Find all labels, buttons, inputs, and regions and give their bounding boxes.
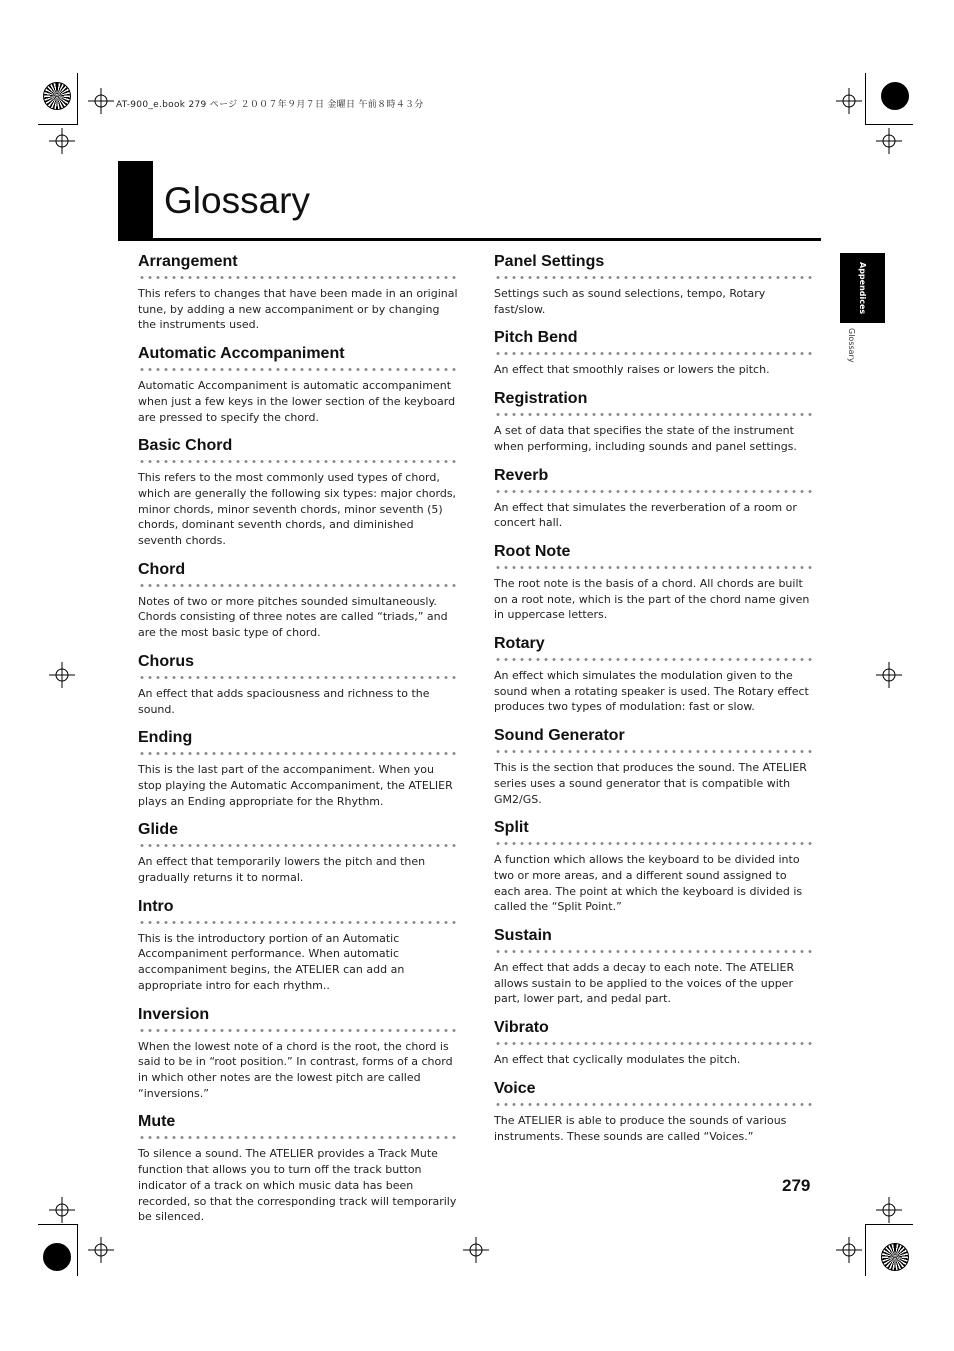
dotted-divider [494, 489, 814, 494]
glossary-term: Reverb [494, 466, 549, 484]
glossary-term: Ending [138, 729, 193, 747]
crosshair-mark [88, 88, 114, 114]
crosshair-mark [88, 1237, 114, 1263]
dotted-divider [494, 841, 814, 846]
page-title: Glossary [164, 180, 310, 221]
glossary-definition: This is the section that produces the sound. The ATELIER series uses a sound generator that is compatible with GM2/GS. [494, 761, 807, 806]
print-registration-rosette-top-right [881, 82, 909, 110]
crop-mark [38, 124, 78, 125]
glossary-term: Split [494, 819, 529, 837]
glossary-entry [138, 897, 458, 994]
glossary-term: Chord [138, 560, 186, 578]
crop-mark [865, 1224, 913, 1225]
print-info-header: AT-900_e.book 279 ページ ２００７年９月７日 金曜日 午前８時４３分 [116, 100, 424, 110]
crop-mark [865, 1224, 866, 1276]
glossary-definition: To silence a sound. The ATELIER provides a Track Mute function that allows you to turn off the track button indicator of a track on which music data has been recorded, so that the corresponding track will temporarily be silenced. [138, 1147, 457, 1224]
glossary-entry [138, 560, 458, 641]
dotted-divider [138, 459, 458, 464]
dotted-divider [138, 1028, 458, 1033]
section-tab-label: Appendices [858, 261, 867, 315]
glossary-entry [494, 634, 814, 715]
glossary-definition: An effect which simulates the modulation given to the sound when a rotating speaker is used. The Rotary effect produces two types of modulation: fast or slow. [494, 669, 809, 714]
glossary-definition: An effect that cyclically modulates the pitch. [494, 1053, 741, 1067]
glossary-entry [494, 389, 814, 454]
glossary-column-left [138, 252, 458, 1236]
glossary-entry [138, 252, 458, 333]
glossary-definition: An effect that adds a decay to each note. The ATELIER allows sustain to be applied to the voices of the upper part, lower part, and pedal part. [494, 961, 795, 1006]
dotted-divider [494, 949, 814, 954]
glossary-term: Intro [138, 897, 174, 915]
section-tab [840, 253, 885, 323]
crosshair-mark [49, 662, 75, 688]
glossary-entry [138, 1112, 458, 1225]
dotted-divider [494, 275, 814, 280]
dotted-divider [138, 675, 458, 680]
glossary-definition: An effect that temporarily lowers the pitch and then gradually returns it to normal. [138, 855, 426, 885]
glossary-entry [494, 252, 814, 317]
glossary-entry [494, 926, 814, 1007]
dotted-divider [494, 412, 814, 417]
crop-mark [77, 1224, 78, 1276]
glossary-term: Registration [494, 390, 588, 408]
dotted-divider [494, 1102, 814, 1107]
glossary-entry [138, 436, 458, 549]
glossary-definition: A set of data that specifies the state of the instrument when performing, including sounds and panel settings. [494, 424, 797, 453]
glossary-term: Root Note [494, 542, 571, 560]
dotted-divider [138, 367, 458, 372]
crosshair-mark [49, 128, 75, 154]
page-number: 279 [782, 1176, 811, 1195]
glossary-definition: This refers to changes that have been made in an original tune, by adding a new accompaniment or by changing the instruments used. [138, 287, 458, 332]
crop-mark [865, 124, 913, 125]
section-side-label: Glossary [847, 328, 856, 363]
dotted-divider [138, 751, 458, 756]
title-block [118, 161, 153, 239]
glossary-term: Chorus [138, 652, 194, 670]
glossary-entry [494, 328, 814, 378]
crosshair-mark [836, 1237, 862, 1263]
print-registration-rosette-bottom-left [43, 1243, 71, 1271]
glossary-definition: Automatic Accompaniment is automatic accompaniment when just a few keys in the lower section of the keyboard are pressed to specify the chord. [138, 379, 456, 424]
print-registration-rosette-bottom-right [881, 1243, 909, 1271]
glossary-term: Sound Generator [494, 727, 625, 745]
crosshair-mark [876, 1197, 902, 1223]
glossary-term: Pitch Bend [494, 329, 578, 347]
glossary-entry [138, 820, 458, 885]
crosshair-mark [836, 88, 862, 114]
title-rule [118, 238, 821, 241]
glossary-term: Glide [138, 821, 179, 839]
crosshair-mark [463, 1237, 489, 1263]
dotted-divider [138, 275, 458, 280]
glossary-entry [138, 1005, 458, 1102]
glossary-term: Arrangement [138, 253, 238, 270]
glossary-term: Inversion [138, 1005, 210, 1023]
glossary-column-right [494, 252, 814, 1155]
dotted-divider [138, 843, 458, 848]
crop-mark [77, 73, 78, 125]
glossary-term: Mute [138, 1113, 176, 1131]
dotted-divider [138, 920, 458, 925]
glossary-entry [494, 466, 814, 531]
glossary-term: Voice [494, 1079, 536, 1097]
glossary-definition: An effect that smoothly raises or lowers the pitch. [494, 363, 770, 377]
glossary-entry [494, 1018, 814, 1068]
glossary-term: Vibrato [494, 1019, 549, 1037]
dotted-divider [494, 749, 814, 754]
glossary-entry [138, 728, 458, 809]
dotted-divider [138, 583, 458, 588]
print-registration-rosette-top-left [43, 82, 71, 110]
glossary-entry [494, 818, 814, 915]
dotted-divider [494, 351, 814, 356]
glossary-definition: Notes of two or more pitches sounded simultaneously. Chords consisting of three notes are called “triads,” and are the most basic type of chord. [138, 594, 448, 640]
glossary-definition: This is the last part of the accompaniment. When you stop playing the Automatic Accompaniment, the ATELIER plays an Ending appropriate for the Rhythm. [138, 763, 453, 808]
glossary-term: Sustain [494, 927, 552, 945]
dotted-divider [494, 565, 814, 570]
glossary-entry [138, 652, 458, 717]
glossary-definition: Settings such as sound selections, tempo, Rotary fast/slow. [494, 287, 766, 316]
glossary-definition: When the lowest note of a chord is the root, the chord is said to be in “root position.” In contrast, forms of a chord in which other notes are the lowest pitch are called “inversions.” [138, 1039, 453, 1100]
glossary-definition: The root note is the basis of a chord. All chords are built on a root note, which is the part of the chord name given in uppercase letters. [494, 576, 810, 622]
glossary-definition: An effect that simulates the reverberation of a room or concert hall. [494, 500, 797, 530]
glossary-term: Rotary [494, 635, 545, 653]
glossary-definition: A function which allows the keyboard to be divided into two or more areas, and a different sound assigned to each area. The point at which the keyboard is divided is called the “Split Point.” [494, 853, 803, 914]
glossary-term: Panel Settings [494, 253, 605, 270]
dotted-divider [138, 1135, 458, 1140]
glossary-definition: An effect that adds spaciousness and richness to the sound. [138, 686, 430, 716]
glossary-entry [138, 344, 458, 425]
dotted-divider [494, 657, 814, 662]
glossary-definition: This refers to the most commonly used types of chord, which are generally the following six types: major chords, minor chords, minor seventh chords, minor seventh (5) chords, dominant seventh chords, and diminished seventh chords. [138, 471, 457, 548]
glossary-term: Basic Chord [138, 437, 233, 455]
crop-mark [865, 73, 866, 125]
crosshair-mark [876, 128, 902, 154]
crosshair-mark [876, 662, 902, 688]
glossary-definition: The ATELIER is able to produce the sounds of various instruments. These sounds are called “Voices.” [494, 1113, 787, 1143]
glossary-entry [494, 542, 814, 623]
glossary-entry [494, 726, 814, 807]
crop-mark [38, 1224, 78, 1225]
glossary-term: Automatic Accompaniment [138, 345, 345, 363]
dotted-divider [494, 1041, 814, 1046]
glossary-definition: This is the introductory portion of an Automatic Accompaniment performance. When automatic accompaniment begins, the ATELIER can add an appropriate intro for each rhythm.. [138, 931, 405, 992]
glossary-entry [494, 1079, 814, 1144]
crosshair-mark [49, 1197, 75, 1223]
